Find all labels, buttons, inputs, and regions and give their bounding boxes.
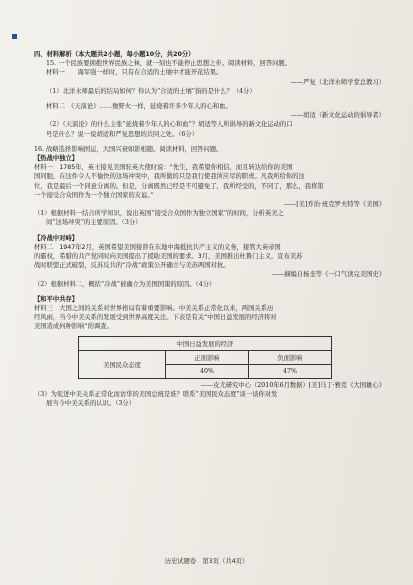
q16-subquestion-1-line2: 间“这场冲突”的主要原因。（3分） [46, 219, 142, 227]
q16-subquestion-3-line1: （3）为促进中美关系正常化而访华的美国总统是谁？联系“美国民众态度”谈一谈你对发 [34, 390, 278, 398]
q16-block1-heading: 【热战中独立】 [34, 155, 79, 163]
q16-block2-line2: 的霸权，希腊的共产党同时向美国提出了援助美国的要求。3月，美国推出杜鲁门主义，宣布美苏 [34, 253, 303, 261]
table-header-negative: 负面影响 [249, 350, 332, 364]
q15-subquestion-1: （1）北洋水师最后的结局如何？你认为“合适的土壤”指的是什么？（4分） [46, 87, 256, 95]
q16-block1-source: ——[美]乔治·班克罗夫特等《美国》 [283, 201, 385, 209]
q16-block3-line3: 美国造成何种影响”的调查。 [34, 323, 113, 331]
q16-subquestion-1-line1: （1）根据材料一结合所学知识，说出英国“接受合众国作为独立国家”的时间，分析英美之 [34, 210, 284, 218]
table-row [79, 350, 332, 364]
q15-material2: 材料二 《天演论》……像野火一样，延烧着许多少年人的心和血。 [46, 103, 232, 111]
q16-block2-line3: 战时联盟正式破裂，反苏反共的“冷战”政策公开确立与美苏两国对抗。 [34, 262, 230, 270]
table-cell-negative-value: 47% [249, 364, 332, 378]
q16-block1-line4: 一个接受合众国作为一个独立国家的友谊。” [34, 191, 154, 199]
q15-material2-source: ——胡适（新文化运动的倡导者） [290, 112, 385, 120]
q15-material1: 材料一 海军强一样时，只有在合适的土壤中才能开花结果。 [46, 69, 223, 77]
question-15 [34, 59, 385, 139]
q15-subquestion-2-line1: （2）《天演论》的什么主张“延烧着少年人的心和血”？胡适等人所倡导的新文化运动的口 [46, 121, 293, 129]
q16-subquestion-3-line2: 展当今中美关系的认识。（3分） [46, 400, 136, 408]
q16-block1-line1: 材料一 1785年，英王接见美国驻英大使时说：“先生，我希望你相信，而且转达给你的美国 [34, 164, 293, 172]
q15-material1-source: ——严复（北洋水师学堂总教习） [290, 78, 385, 86]
q15-intro: 15. 一个民族要拥抱世界民族之林，就一刻也不能停止思想之步。阅读材料，回答问题。 [46, 60, 292, 68]
table-title-cell: 中国日益发展的经济 [79, 336, 332, 350]
corner-registration-mark [12, 34, 17, 39]
survey-table [78, 336, 332, 379]
q16-block1-line2: 国同胞，在这件令人不愉快的这场冲突中，我所做的只是我行使我所应尽的职责。凡我所给你的这 [34, 173, 305, 181]
q16-subquestion-2: （2）根据材料二，概括“冷战”被确立为美国国策的原因。（4分） [34, 280, 216, 288]
question-16 [34, 145, 385, 408]
table-header-positive: 正面影响 [166, 350, 249, 364]
table-row-label: 美国民众态度 [79, 350, 166, 378]
q16-block2-heading: 【冷战中对峙】 [34, 234, 79, 242]
table-cell-positive-value: 40% [166, 364, 249, 378]
section-title: 四、材料解析（本大题共2小题，每小题10分，共20分） [34, 51, 195, 58]
q16-block3-heading: 【和平中共存】 [34, 295, 79, 303]
q16-block2-line1: 材料二 1947年2月，英国希望美国接替在东地中海抵抗共产主义的义务，接管大英帝国 [34, 243, 281, 251]
q16-block3-source: ——皮尤研究中心（2010年6月数据）[美]马丁·雅克《大国雄心》 [200, 381, 385, 389]
q16-block1-line3: 位，我是最后一个同意分离的。但是，分离既然已经是不可避免了，我所经受的，不同了，那么，我将第 [34, 182, 324, 190]
page-footer: 历史试题卷 第3页（共4页） [164, 558, 249, 565]
q16-block3-line2: 经风雨，当今中美关系的发展受到世界高度关注。下表是有关“中国日益发展的经济将对 [34, 314, 277, 322]
q16-intro: 16. 战略选择影响国运，大国兴衰如影相随。阅读材料，回答问题。 [34, 145, 223, 153]
q16-block2-source: ——摘编自杨奎等《一口气读完美国史》 [271, 271, 385, 279]
q15-subquestion-2-line2: 号是什么？说一说胡适和严复思想的共同之处。（6分） [46, 130, 198, 138]
table-row [79, 336, 332, 350]
q16-block3-line1: 材料三 大国之间的关系对世界格局有着重要影响。中美关系正常化以来，两国关系历 [34, 305, 274, 313]
